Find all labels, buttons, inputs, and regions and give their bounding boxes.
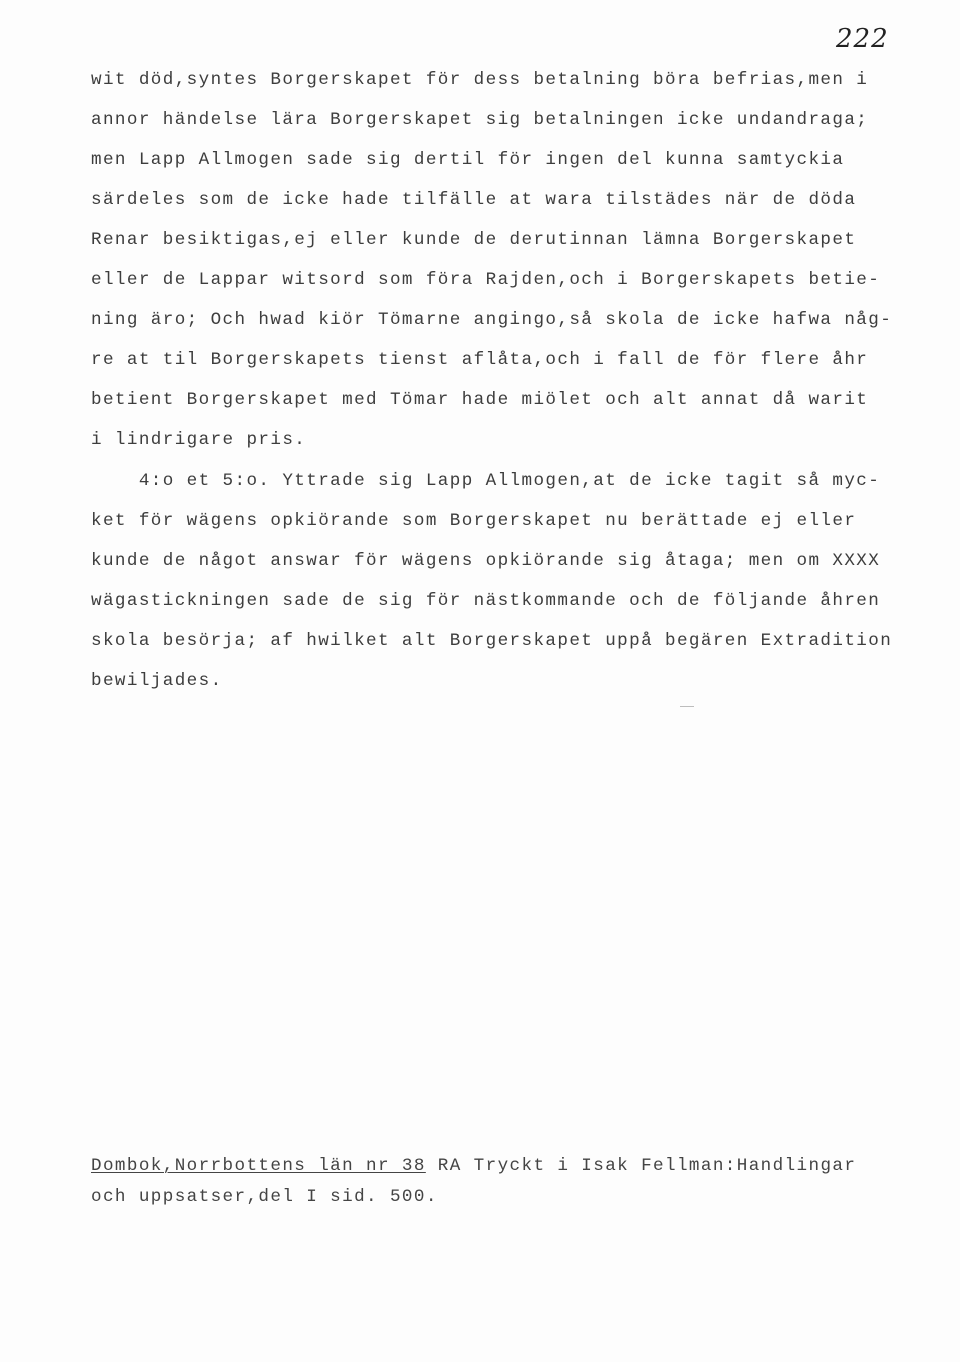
text-line: wit död,syntes Borgerskapet för dess betalning böra befrias,men i — [91, 70, 869, 90]
text-line: betient Borgerskapet med Tömar hade miölet och alt annat då warit — [91, 390, 869, 410]
text-line: särdeles som de icke hade tilfälle at wara tilstädes när de döda — [91, 190, 857, 210]
footnote-line — [91, 1156, 856, 1176]
text-line: 4:o et 5:o. Yttrade sig Lapp Allmogen,at de icke tagit så myc- — [91, 471, 881, 491]
text-line: men Lapp Allmogen sade sig dertil för ingen del kunna samtyckia — [91, 150, 845, 170]
text-line: wägastickningen sade de sig för nästkommande och de följande åhren — [91, 591, 881, 611]
text-line: bewiljades. — [91, 671, 223, 691]
text-line: annor händelse lära Borgerskapet sig betalningen icke undandraga; — [91, 110, 869, 130]
text-line: re at til Borgerskapets tienst aflåta,och i fall de för flere åhr — [91, 350, 869, 370]
text-line: i lindrigare pris. — [91, 430, 307, 450]
text-line: eller de Lappar witsord som föra Rajden,och i Borgerskapets betie- — [91, 270, 881, 290]
text-line: ning äro; Och hwad kiör Tömarne angingo,så skola de icke hafwa någ- — [91, 310, 893, 330]
page-number: 222 — [836, 24, 889, 54]
footnote-line: och uppsatser,del I sid. 500. — [91, 1187, 438, 1207]
footnote-source-ref: Dombok,Norrbottens län nr 38 — [91, 1156, 426, 1176]
text-line: kunde de något answar för wägens opkiörande sig åtaga; men om XXXX — [91, 551, 881, 571]
text-line: skola besörja; af hwilket alt Borgerskapet uppå begären Extradition — [91, 631, 893, 651]
footnote-citation: RA Tryckt i Isak Fellman:Handlingar — [425, 1156, 857, 1176]
text-line: Renar besiktigas,ej eller kunde de derutinnan lämna Borgerskapet — [91, 230, 857, 250]
stray-mark — [680, 706, 694, 707]
text-line: ket för wägens opkiörande som Borgerskapet nu berättade ej eller — [91, 511, 857, 531]
